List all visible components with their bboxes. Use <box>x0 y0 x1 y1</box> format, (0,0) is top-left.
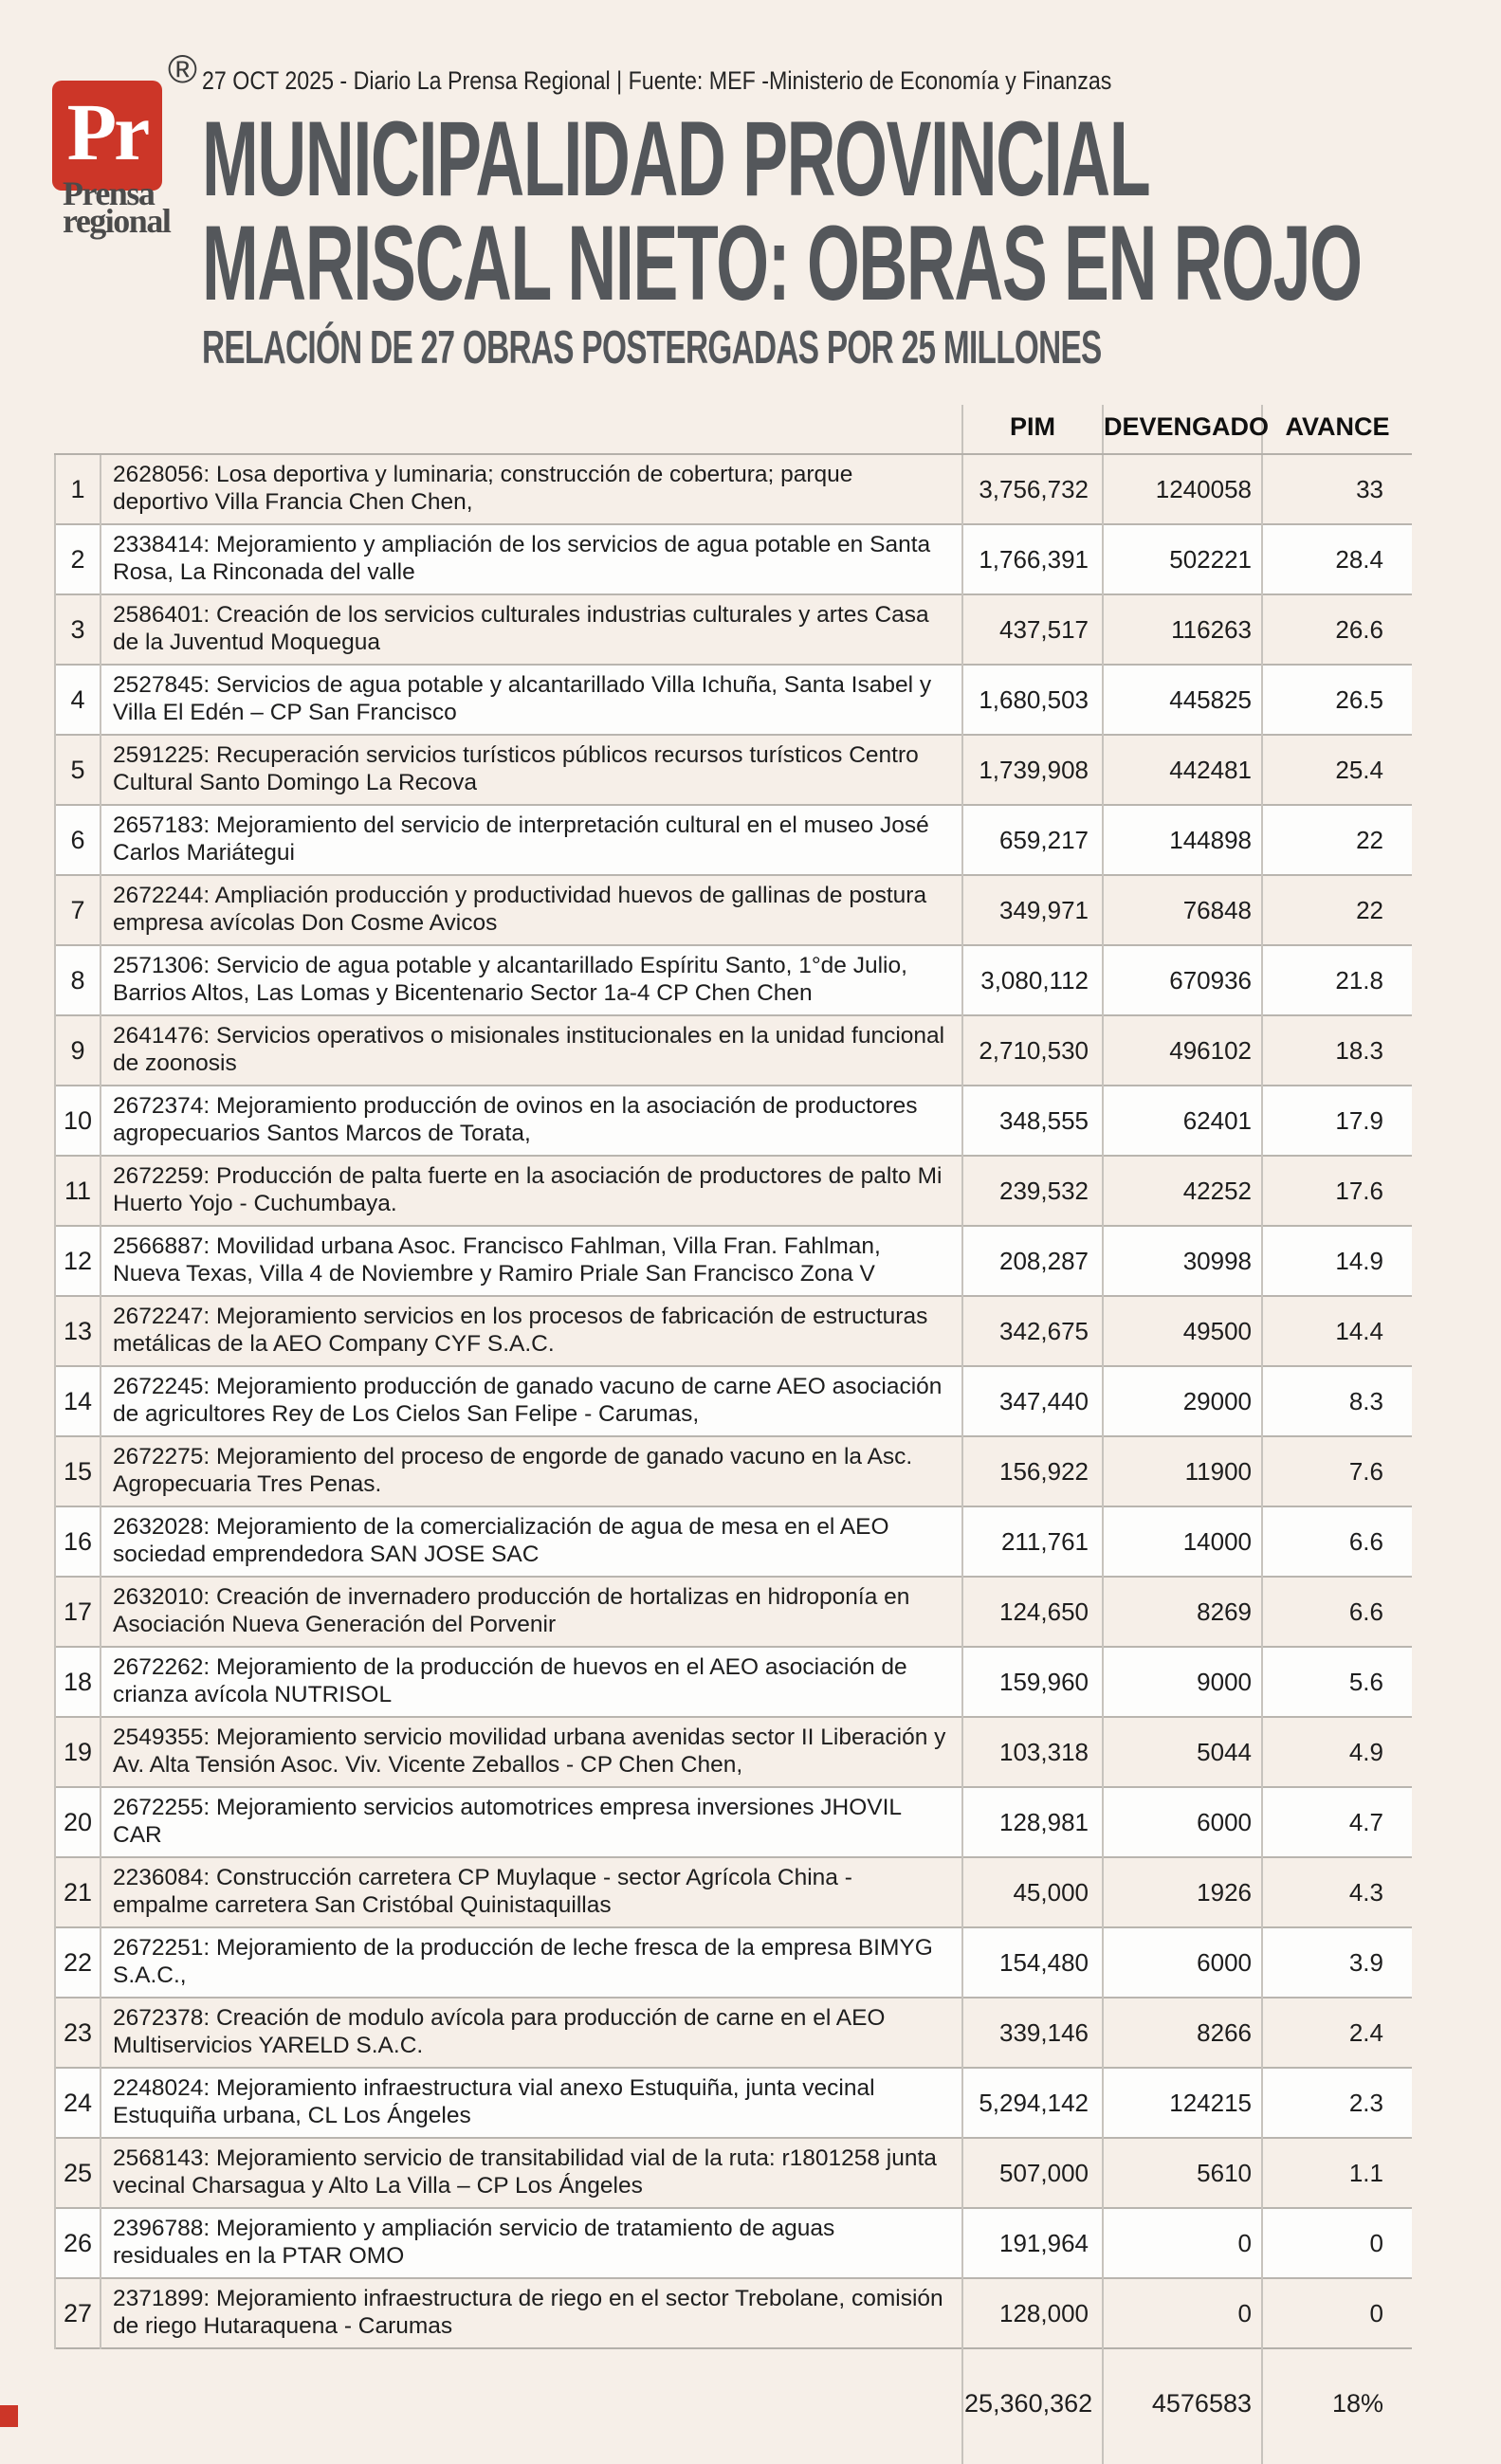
row-devengado-value: 0 <box>1103 2278 1262 2348</box>
row-description: 2672374: Mejoramiento producción de ovinos en la asociación de productores agropecuarios Santos Marcos de Torata, <box>101 1086 962 1156</box>
row-devengado-value: 14000 <box>1103 1506 1262 1577</box>
row-number: 11 <box>55 1156 101 1226</box>
column-header-avance: AVANCE <box>1262 405 1412 454</box>
corner-red-square <box>0 2405 18 2427</box>
row-devengado-value: 1240058 <box>1103 454 1262 524</box>
row-pim-value: 2,710,530 <box>962 1015 1103 1086</box>
row-pim-value: 159,960 <box>962 1647 1103 1717</box>
row-pim-value: 659,217 <box>962 805 1103 875</box>
row-description: 2527845: Servicios de agua potable y alcantarillado Villa Ichuña, Santa Isabel y Villa El Edén – CP San Francisco <box>101 665 962 735</box>
page-title-line1: MUNICIPALIDAD PROVINCIAL <box>202 100 1150 218</box>
table-row <box>55 1296 1412 1366</box>
row-number: 14 <box>55 1366 101 1436</box>
row-avance-value: 22 <box>1262 805 1412 875</box>
row-number: 2 <box>55 524 101 594</box>
row-avance-value: 2.4 <box>1262 1998 1412 2068</box>
row-devengado-value: 670936 <box>1103 945 1262 1015</box>
row-pim-value: 191,964 <box>962 2208 1103 2278</box>
row-number: 3 <box>55 594 101 665</box>
row-number: 10 <box>55 1086 101 1156</box>
row-avance-value: 4.3 <box>1262 1857 1412 1927</box>
table-row <box>55 1787 1412 1857</box>
logo-wordmark-line1: Prensa <box>63 174 155 212</box>
obras-postergadas-table <box>54 405 1412 2464</box>
row-pim-value: 208,287 <box>962 1226 1103 1296</box>
logo-wordmark-line2: regional <box>63 202 171 240</box>
row-devengado-value: 49500 <box>1103 1296 1262 1366</box>
row-avance-value: 17.9 <box>1262 1086 1412 1156</box>
row-devengado-value: 42252 <box>1103 1156 1262 1226</box>
masthead <box>0 0 1501 373</box>
row-description: 2338414: Mejoramiento y ampliación de los servicios de agua potable en Santa Rosa, La Rinconada del valle <box>101 524 962 594</box>
row-devengado-value: 62401 <box>1103 1086 1262 1156</box>
logo-monogram: Pr <box>66 86 148 177</box>
totals-pim: 25,360,362 <box>962 2348 1103 2464</box>
table-row <box>55 1857 1412 1927</box>
row-avance-value: 14.9 <box>1262 1226 1412 1296</box>
table-row <box>55 524 1412 594</box>
row-pim-value: 128,981 <box>962 1787 1103 1857</box>
row-number: 13 <box>55 1296 101 1366</box>
row-number: 8 <box>55 945 101 1015</box>
row-avance-value: 26.5 <box>1262 665 1412 735</box>
table-row <box>55 2138 1412 2208</box>
column-header-pim: PIM <box>962 405 1103 454</box>
row-number: 27 <box>55 2278 101 2348</box>
column-header-number <box>55 405 101 454</box>
table-row <box>55 2208 1412 2278</box>
row-pim-value: 1,739,908 <box>962 735 1103 805</box>
row-description: 2566887: Movilidad urbana Asoc. Francisco Fahlman, Villa Fran. Fahlman, Nueva Texas, Villa 4 de Noviembre y Ramiro Priale San Francisco Zona V <box>101 1226 962 1296</box>
row-avance-value: 25.4 <box>1262 735 1412 805</box>
row-avance-value: 4.9 <box>1262 1717 1412 1787</box>
totals-avance: 18% <box>1262 2348 1412 2464</box>
column-header-description <box>101 405 962 454</box>
page-title <box>202 100 1501 322</box>
logo-wordmark <box>63 174 171 240</box>
row-number: 1 <box>55 454 101 524</box>
row-description: 2672378: Creación de modulo avícola para producción de carne en el AEO Multiservicios YARELD S.A.C. <box>101 1998 962 2068</box>
row-devengado-value: 8266 <box>1103 1998 1262 2068</box>
row-avance-value: 33 <box>1262 454 1412 524</box>
row-devengado-value: 1926 <box>1103 1857 1262 1927</box>
row-avance-value: 18.3 <box>1262 1015 1412 1086</box>
row-description: 2371899: Mejoramiento infraestructura de riego en el sector Trebolane, comisión de riego Hutaraquena - Carumas <box>101 2278 962 2348</box>
row-number: 25 <box>55 2138 101 2208</box>
row-pim-value: 154,480 <box>962 1927 1103 1998</box>
row-avance-value: 6.6 <box>1262 1506 1412 1577</box>
row-pim-value: 156,922 <box>962 1436 1103 1506</box>
row-pim-value: 1,766,391 <box>962 524 1103 594</box>
table-row <box>55 665 1412 735</box>
row-devengado-value: 442481 <box>1103 735 1262 805</box>
page-title-line2: MARISCAL NIETO: OBRAS EN ROJO <box>202 204 1362 322</box>
table-row <box>55 735 1412 805</box>
table-row <box>55 875 1412 945</box>
row-description: 2396788: Mejoramiento y ampliación servicio de tratamiento de aguas residuales en la PTAR OMO <box>101 2208 962 2278</box>
row-pim-value: 124,650 <box>962 1577 1103 1647</box>
row-pim-value: 1,680,503 <box>962 665 1103 735</box>
row-avance-value: 26.6 <box>1262 594 1412 665</box>
row-description: 2632010: Creación de invernadero producción de hortalizas en hidroponía en Asociación Nueva Generación del Porvenir <box>101 1577 962 1647</box>
row-pim-value: 342,675 <box>962 1296 1103 1366</box>
row-number: 24 <box>55 2068 101 2138</box>
row-devengado-value: 5610 <box>1103 2138 1262 2208</box>
row-avance-value: 17.6 <box>1262 1156 1412 1226</box>
dateline-source: 27 OCT 2025 - Diario La Prensa Regional | Fuente: MEF -Ministerio de Economía y Finanzas <box>202 66 1112 95</box>
table-row <box>55 1015 1412 1086</box>
table-row <box>55 1998 1412 2068</box>
row-description: 2657183: Mejoramiento del servicio de interpretación cultural en el museo José Carlos Mariátegui <box>101 805 962 875</box>
row-number: 19 <box>55 1717 101 1787</box>
row-avance-value: 0 <box>1262 2208 1412 2278</box>
row-number: 17 <box>55 1577 101 1647</box>
row-number: 4 <box>55 665 101 735</box>
row-pim-value: 339,146 <box>962 1998 1103 2068</box>
row-devengado-value: 9000 <box>1103 1647 1262 1717</box>
row-pim-value: 211,761 <box>962 1506 1103 1577</box>
totals-devengado: 4576583 <box>1103 2348 1262 2464</box>
row-number: 18 <box>55 1647 101 1717</box>
table-row <box>55 454 1412 524</box>
row-devengado-value: 6000 <box>1103 1927 1262 1998</box>
row-number: 20 <box>55 1787 101 1857</box>
page-subtitle: RELACIÓN DE 27 OBRAS POSTERGADAS POR 25 MILLONES <box>202 322 1102 374</box>
row-description: 2591225: Recuperación servicios turísticos públicos recursos turísticos Centro Cultural Santo Domingo La Recova <box>101 735 962 805</box>
row-avance-value: 1.1 <box>1262 2138 1412 2208</box>
table-totals-row <box>55 2348 1412 2464</box>
row-description: 2632028: Mejoramiento de la comercialización de agua de mesa en el AEO sociedad emprendedora SAN JOSE SAC <box>101 1506 962 1577</box>
row-devengado-value: 0 <box>1103 2208 1262 2278</box>
row-avance-value: 6.6 <box>1262 1577 1412 1647</box>
row-avance-value: 7.6 <box>1262 1436 1412 1506</box>
table-row <box>55 1366 1412 1436</box>
totals-spacer <box>101 2348 962 2464</box>
table-row <box>55 1436 1412 1506</box>
row-description: 2571306: Servicio de agua potable y alcantarillado Espíritu Santo, 1°de Julio, Barrios Altos, Las Lomas y Bicentenario Sector 1a-4 CP Chen Chen <box>101 945 962 1015</box>
row-avance-value: 21.8 <box>1262 945 1412 1015</box>
row-pim-value: 103,318 <box>962 1717 1103 1787</box>
row-description: 2672255: Mejoramiento servicios automotrices empresa inversiones JHOVIL CAR <box>101 1787 962 1857</box>
row-avance-value: 28.4 <box>1262 524 1412 594</box>
row-description: 2672262: Mejoramiento de la producción de huevos en el AEO asociación de crianza avícola NUTRISOL <box>101 1647 962 1717</box>
column-header-devengado: DEVENGADO <box>1103 405 1262 454</box>
row-description: 2672244: Ampliación producción y productividad huevos de gallinas de postura empresa avícolas Don Cosme Avicos <box>101 875 962 945</box>
row-devengado-value: 502221 <box>1103 524 1262 594</box>
row-devengado-value: 8269 <box>1103 1577 1262 1647</box>
row-devengado-value: 144898 <box>1103 805 1262 875</box>
row-description: 2236084: Construcción carretera CP Muylaque - sector Agrícola China - empalme carretera San Cristóbal Quinistaquillas <box>101 1857 962 1927</box>
row-devengado-value: 5044 <box>1103 1717 1262 1787</box>
row-pim-value: 348,555 <box>962 1086 1103 1156</box>
row-description: 2248024: Mejoramiento infraestructura vial anexo Estuquiña, junta vecinal Estuquiña urbana, CL Los Ángeles <box>101 2068 962 2138</box>
row-description: 2672275: Mejoramiento del proceso de engorde de ganado vacuno en la Asc. Agropecuaria Tres Penas. <box>101 1436 962 1506</box>
row-avance-value: 5.6 <box>1262 1647 1412 1717</box>
row-pim-value: 3,080,112 <box>962 945 1103 1015</box>
row-description: 2672251: Mejoramiento de la producción de leche fresca de la empresa BIMYG S.A.C., <box>101 1927 962 1998</box>
row-number: 16 <box>55 1506 101 1577</box>
table-row <box>55 1647 1412 1717</box>
row-number: 26 <box>55 2208 101 2278</box>
row-pim-value: 3,756,732 <box>962 454 1103 524</box>
row-avance-value: 2.3 <box>1262 2068 1412 2138</box>
row-number: 22 <box>55 1927 101 1998</box>
table-row <box>55 1506 1412 1577</box>
row-number: 9 <box>55 1015 101 1086</box>
table-row <box>55 594 1412 665</box>
registered-trademark-icon: ® <box>168 46 197 91</box>
row-number: 12 <box>55 1226 101 1296</box>
row-avance-value: 14.4 <box>1262 1296 1412 1366</box>
table-row <box>55 1086 1412 1156</box>
table-row <box>55 2068 1412 2138</box>
row-number: 23 <box>55 1998 101 2068</box>
row-description: 2549355: Mejoramiento servicio movilidad urbana avenidas sector II Liberación y Av. Alta Tensión Asoc. Viv. Vicente Zeballos - CP Chen Chen, <box>101 1717 962 1787</box>
row-number: 15 <box>55 1436 101 1506</box>
row-number: 7 <box>55 875 101 945</box>
table-row <box>55 1577 1412 1647</box>
row-avance-value: 0 <box>1262 2278 1412 2348</box>
row-avance-value: 8.3 <box>1262 1366 1412 1436</box>
row-pim-value: 507,000 <box>962 2138 1103 2208</box>
table-row <box>55 1226 1412 1296</box>
row-pim-value: 45,000 <box>962 1857 1103 1927</box>
row-pim-value: 239,532 <box>962 1156 1103 1226</box>
row-description: 2568143: Mejoramiento servicio de transitabilidad vial de la ruta: r1801258 junta vecinal Charsagua y Alto La Villa – CP Los Ángeles <box>101 2138 962 2208</box>
row-devengado-value: 445825 <box>1103 665 1262 735</box>
row-devengado-value: 76848 <box>1103 875 1262 945</box>
row-description: 2672247: Mejoramiento servicios en los procesos de fabricación de estructuras metálicas de la AEO Company CYF S.A.C. <box>101 1296 962 1366</box>
row-devengado-value: 30998 <box>1103 1226 1262 1296</box>
row-devengado-value: 124215 <box>1103 2068 1262 2138</box>
row-pim-value: 349,971 <box>962 875 1103 945</box>
row-devengado-value: 6000 <box>1103 1787 1262 1857</box>
row-description: 2672245: Mejoramiento producción de ganado vacuno de carne AEO asociación de agricultores Rey de Los Cielos San Felipe - Carumas, <box>101 1366 962 1436</box>
row-pim-value: 128,000 <box>962 2278 1103 2348</box>
row-description: 2586401: Creación de los servicios culturales industrias culturales y artes Casa de la Juventud Moquegua <box>101 594 962 665</box>
table-row <box>55 945 1412 1015</box>
row-avance-value: 4.7 <box>1262 1787 1412 1857</box>
totals-spacer <box>55 2348 101 2464</box>
table-row <box>55 1927 1412 1998</box>
table-row <box>55 1717 1412 1787</box>
row-avance-value: 22 <box>1262 875 1412 945</box>
table-header <box>55 405 1412 454</box>
row-pim-value: 347,440 <box>962 1366 1103 1436</box>
row-number: 5 <box>55 735 101 805</box>
row-description: 2672259: Producción de palta fuerte en la asociación de productores de palto Mi Huerto Yojo - Cuchumbaya. <box>101 1156 962 1226</box>
table-row <box>55 805 1412 875</box>
row-devengado-value: 29000 <box>1103 1366 1262 1436</box>
row-description: 2641476: Servicios operativos o misionales institucionales en la unidad funcional de zoonosis <box>101 1015 962 1086</box>
row-devengado-value: 116263 <box>1103 594 1262 665</box>
row-avance-value: 3.9 <box>1262 1927 1412 1998</box>
row-pim-value: 437,517 <box>962 594 1103 665</box>
row-number: 6 <box>55 805 101 875</box>
table-row <box>55 2278 1412 2348</box>
row-number: 21 <box>55 1857 101 1927</box>
row-description: 2628056: Losa deportiva y luminaria; construcción de cobertura; parque deportivo Villa Francia Chen Chen, <box>113 462 853 515</box>
table-row <box>55 1156 1412 1226</box>
row-devengado-value: 496102 <box>1103 1015 1262 1086</box>
row-pim-value: 5,294,142 <box>962 2068 1103 2138</box>
row-devengado-value: 11900 <box>1103 1436 1262 1506</box>
table-body <box>55 454 1412 2348</box>
